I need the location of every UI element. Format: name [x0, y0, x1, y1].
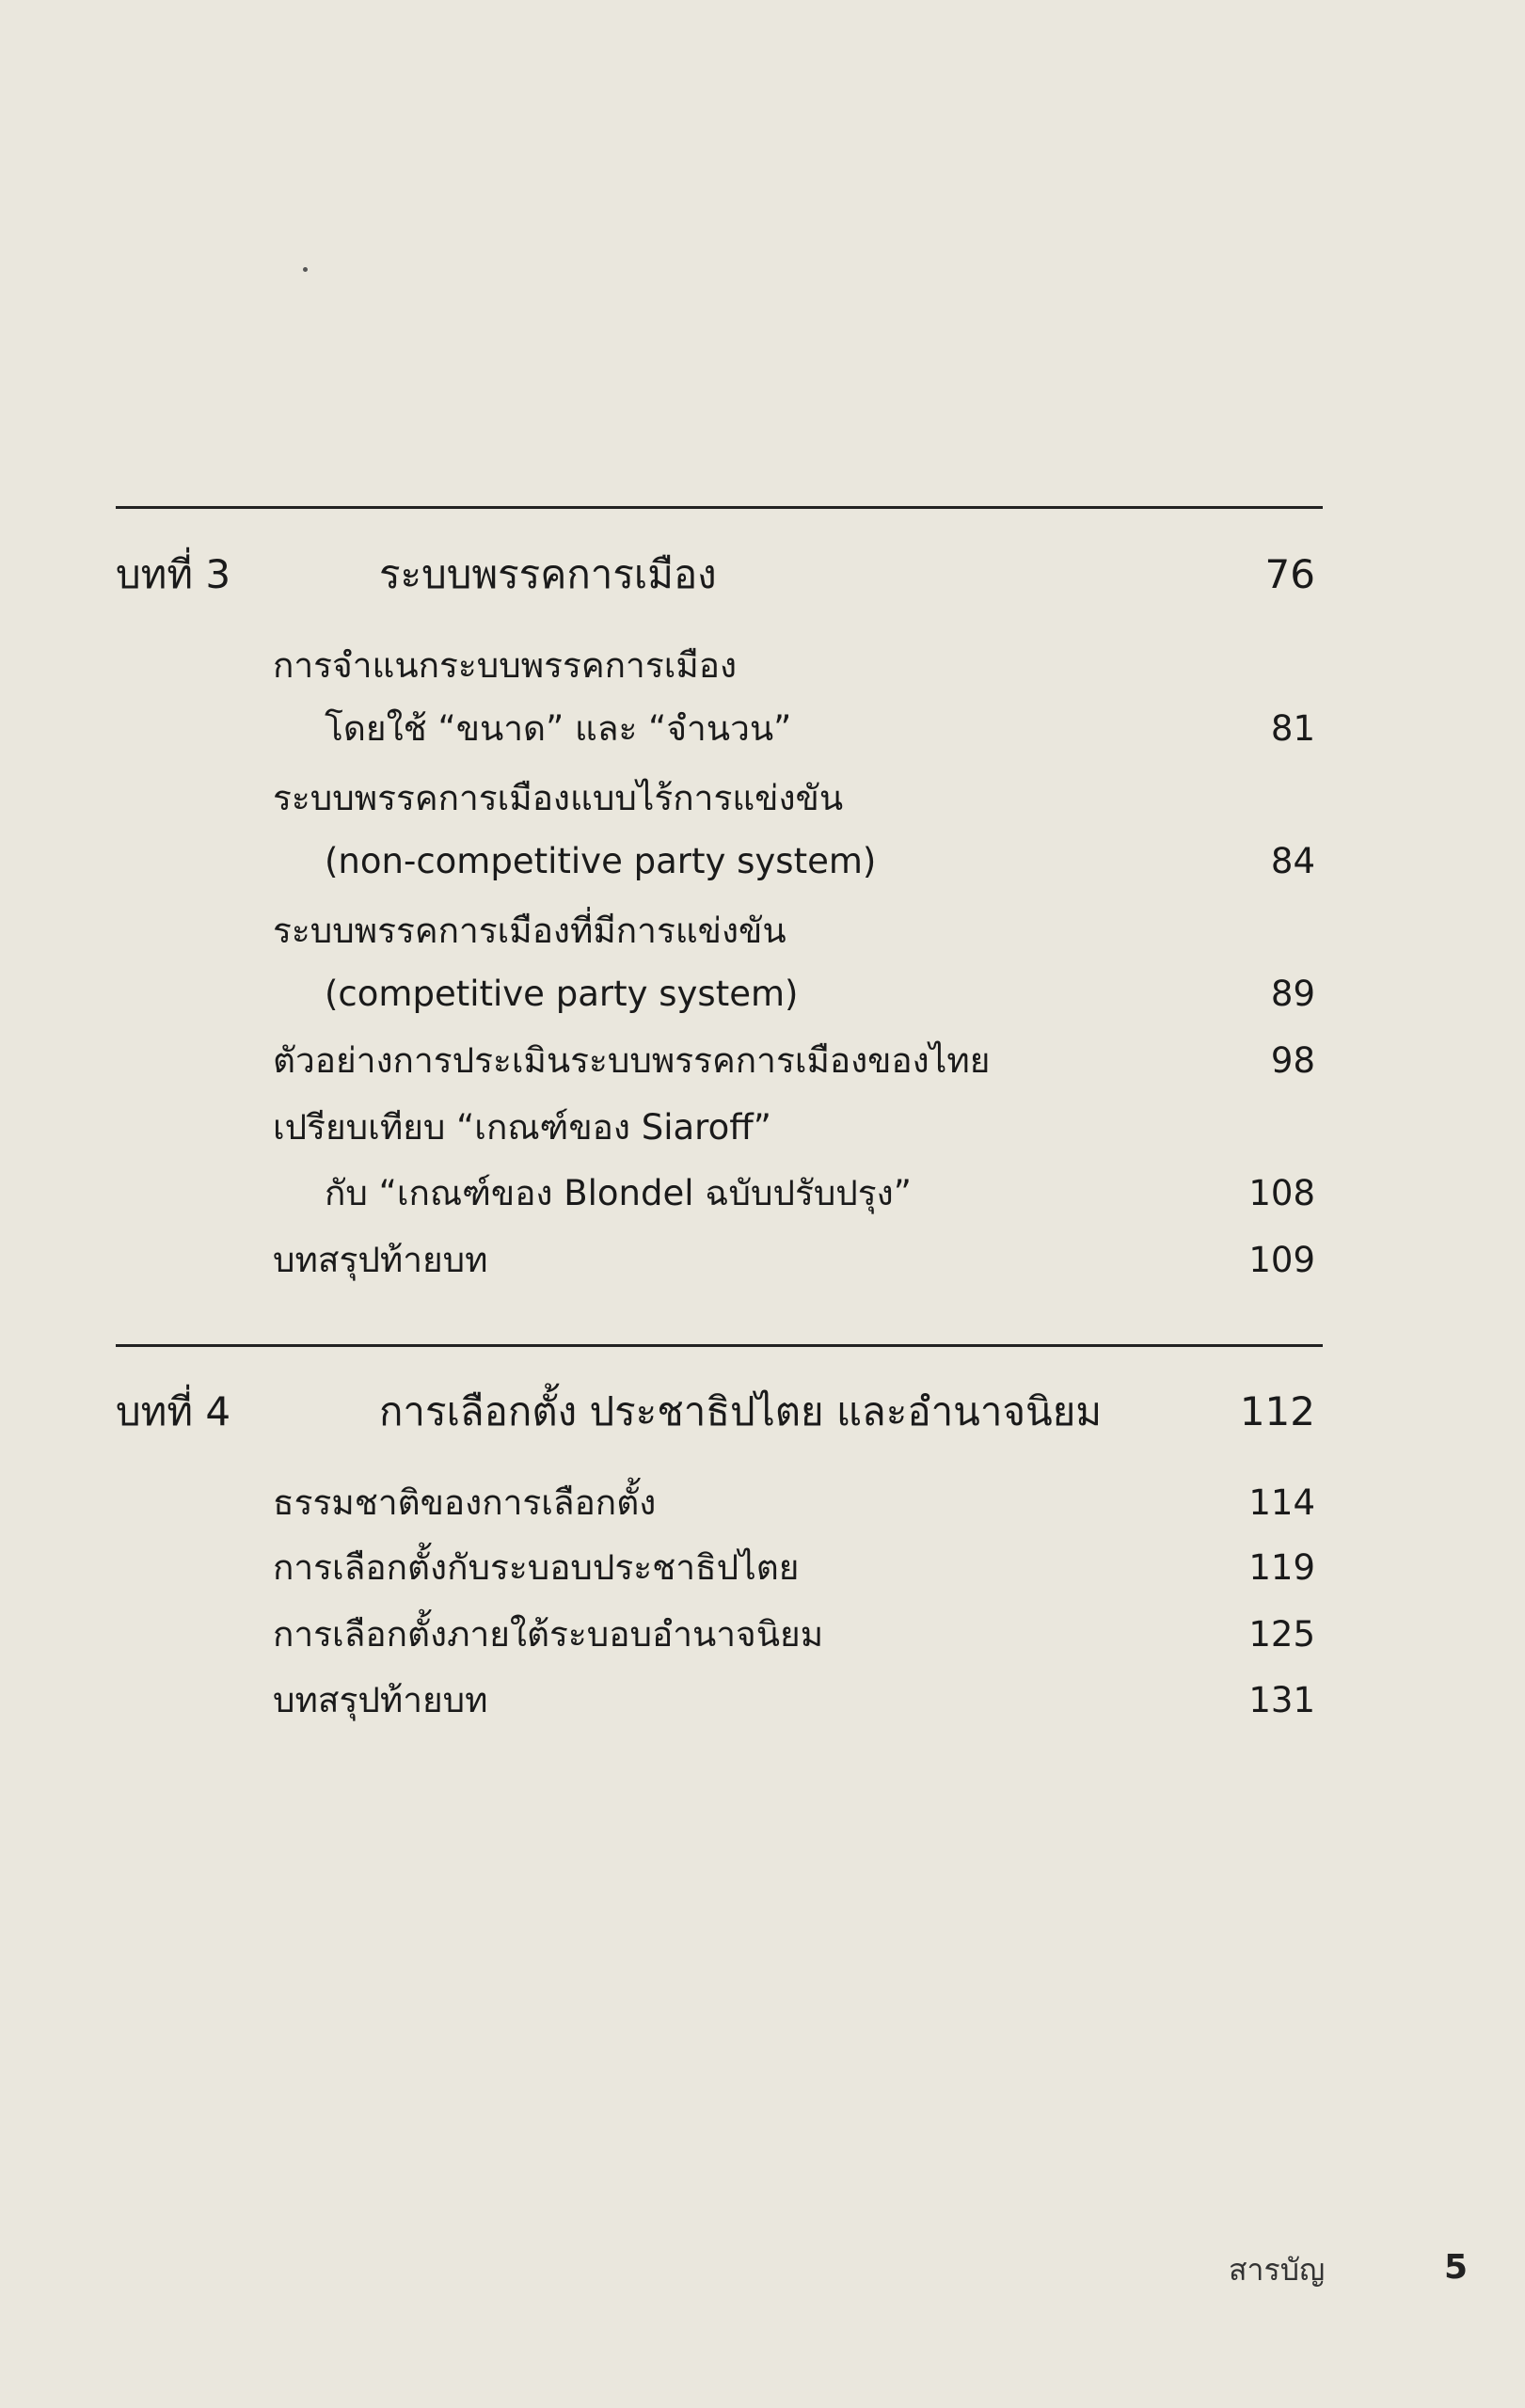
toc-entry-page: 108	[1248, 1173, 1315, 1213]
toc-entry: ระบบพรรคการเมืองแบบไร้การแข่งขัน	[273, 778, 844, 818]
toc-entry: การเลือกตั้งภายใต้ระบอบอำนาจนิยม	[273, 1614, 824, 1655]
toc-entry: การเลือกตั้งกับระบอบประชาธิปไตย	[273, 1547, 800, 1588]
chapter-4-title: การเลือกตั้ง ประชาธิปไตย และอำนาจนิยม	[379, 1388, 1103, 1434]
chapter-4-label: บทที่ 4	[116, 1388, 231, 1434]
chapter-3-page: 76	[1264, 551, 1315, 597]
toc-entry-page: 125	[1248, 1614, 1315, 1655]
chapter-4-page: 112	[1239, 1388, 1315, 1434]
toc-entry: กับ “เกณฑ์ของ Blondel ฉบับปรับปรุง”	[325, 1173, 912, 1213]
toc-entry-page: 114	[1248, 1482, 1315, 1523]
chapter-4-top-rule	[116, 1344, 1323, 1347]
toc-entry-page: 98	[1270, 1040, 1315, 1081]
chapter-3-top-rule	[116, 506, 1323, 509]
toc-entry-page: 119	[1248, 1547, 1315, 1588]
footer-section-title: สารบัญ	[1229, 2252, 1326, 2288]
chapter-3-heading	[116, 551, 717, 598]
toc-entry: ธรรมชาติของการเลือกตั้ง	[273, 1482, 657, 1523]
toc-entry-page: 84	[1270, 841, 1315, 881]
toc-entry-page: 89	[1270, 974, 1315, 1014]
toc-entry-page: 81	[1270, 708, 1315, 749]
toc-entry: ระบบพรรคการเมืองที่มีการแข่งขัน	[273, 911, 786, 951]
toc-entry-page: 109	[1248, 1240, 1315, 1280]
toc-entry: (non-competitive party system)	[325, 841, 877, 881]
toc-entry-page: 131	[1248, 1680, 1315, 1720]
toc-entry: บทสรุปท้ายบท	[273, 1240, 488, 1280]
toc-entry: เปรียบเทียบ “เกณฑ์ของ Siaroff”	[273, 1107, 771, 1148]
toc-entry: (competitive party system)	[325, 974, 799, 1014]
chapter-3-label: บทที่ 3	[116, 551, 231, 597]
chapter-3-title: ระบบพรรคการเมือง	[379, 551, 717, 597]
page-speck	[303, 267, 308, 272]
toc-entry: ตัวอย่างการประเมินระบบพรรคการเมืองของไทย	[273, 1040, 991, 1081]
toc-entry: บทสรุปท้ายบท	[273, 1680, 488, 1720]
toc-entry: โดยใช้ “ขนาด” และ “จำนวน”	[325, 708, 792, 749]
chapter-4-heading	[116, 1388, 1102, 1435]
toc-entry: การจำแนกระบบพรรคการเมือง	[273, 645, 738, 686]
footer-page-number: 5	[1444, 2248, 1469, 2287]
